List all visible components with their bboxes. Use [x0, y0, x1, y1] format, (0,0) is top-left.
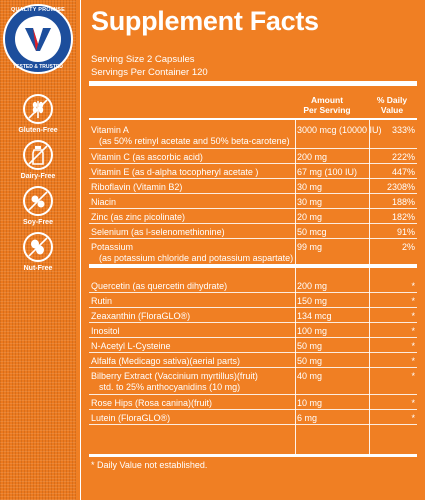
amount-per-serving: 67 mg (100 IU) [297, 167, 358, 177]
panel-title: Supplement Facts [91, 6, 319, 36]
amount-column-header: Amount Per Serving [303, 95, 351, 115]
daily-value-percent: * [411, 311, 415, 321]
badge-bottom-text: TESTED & TRUSTED [13, 64, 63, 70]
table-row [89, 166, 417, 179]
daily-value-percent: * [411, 341, 415, 351]
amount-per-serving: 40 mg [297, 371, 323, 381]
daily-value-percent: * [411, 281, 415, 291]
supplement-facts-panel [80, 0, 425, 500]
daily-value-percent: 188% [391, 197, 415, 207]
amount-per-serving: 20 mg [297, 212, 323, 222]
nutrient-source: std. to 25% anthocyanidins (10 mg) [99, 382, 241, 392]
table-row [89, 295, 417, 308]
table-row [89, 151, 417, 164]
nutrient-name: Selenium (as l-selenomethionine) [91, 227, 225, 237]
table-row [89, 370, 417, 395]
table-row [89, 181, 417, 194]
quality-promise-badge [3, 4, 73, 74]
amount-per-serving: 50 mcg [297, 227, 327, 237]
table-row [89, 196, 417, 209]
header-rule [89, 118, 417, 120]
table-row [89, 325, 417, 338]
amount-per-serving: 30 mg [297, 197, 323, 207]
thick-rule [89, 81, 417, 86]
nutrient-name: Rutin [91, 296, 113, 306]
nutrient-name: Potassium [91, 242, 134, 252]
nutrient-source: (as 50% retinyl acetate and 50% beta-carotene) [99, 136, 290, 146]
table-row [89, 355, 417, 368]
amount-per-serving: 6 mg [297, 413, 318, 423]
daily-value-percent: 333% [391, 125, 415, 135]
nutrient-name: Inositol [91, 326, 120, 336]
claim-label: Dairy-Free [20, 173, 56, 180]
nutrient-name: Vitamin A [91, 125, 129, 135]
daily-value-percent: * [411, 413, 415, 423]
daily-value-percent: 2% [401, 242, 415, 252]
daily-value-percent: 91% [396, 227, 415, 237]
daily-value-percent: * [411, 296, 415, 306]
amount-per-serving: 150 mg [297, 296, 328, 306]
nutrient-name: Alfalfa (Medicago sativa)(aerial parts) [91, 356, 241, 366]
amount-per-serving: 3000 mcg (10000 IU) [297, 125, 382, 135]
nutrient-name: N-Acetyl L-Cysteine [91, 341, 171, 351]
amount-per-serving: 134 mcg [297, 311, 332, 321]
amount-per-serving: 10 mg [297, 398, 323, 408]
claim-label: Gluten-Free [18, 127, 58, 134]
table-row [89, 397, 417, 410]
dv-column-header: % Daily Value [376, 95, 408, 115]
amount-per-serving: 50 mg [297, 356, 323, 366]
nutrient-name: Riboflavin (Vitamin B2) [91, 182, 183, 192]
daily-value-percent: 222% [391, 152, 415, 162]
nutrient-name: Vitamin C (as ascorbic acid) [91, 152, 203, 162]
daily-value-percent: 182% [391, 212, 415, 222]
daily-value-percent: 447% [391, 167, 415, 177]
table-row [89, 412, 417, 425]
badge-inner-circle [15, 16, 61, 62]
table-row [89, 226, 417, 239]
peanut-icon [23, 232, 53, 262]
table-row [89, 211, 417, 224]
claim-label: Nut-Free [23, 265, 53, 272]
amount-per-serving: 100 mg [297, 326, 328, 336]
nutrient-name: Rose Hips (Rosa canina)(fruit) [91, 398, 213, 408]
badge-top-text: QUALITY PROMISE [11, 7, 65, 13]
soy-free-claim [8, 186, 68, 226]
bottom-rule [89, 454, 417, 457]
nutrient-name: Bilberry Extract (Vaccinium myrtillus)(fruit) [91, 371, 258, 381]
nutrient-source: (as potassium chloride and potassium aspartate) [99, 253, 294, 263]
daily-value-percent: * [411, 356, 415, 366]
nutrient-name: Quercetin (as quercetin dihydrate) [91, 281, 228, 291]
amount-per-serving: 99 mg [297, 242, 323, 252]
table-row [89, 310, 417, 323]
wheat-icon [23, 94, 53, 124]
servings-per-container: Servings Per Container 120 [91, 67, 208, 78]
amount-per-serving: 50 mg [297, 341, 323, 351]
nutrient-name: Niacin [91, 197, 117, 207]
daily-value-percent: * [411, 398, 415, 408]
v-logo-icon [23, 24, 53, 54]
nutrient-name: Zinc (as zinc picolinate) [91, 212, 186, 222]
nutrient-name: Vitamin E (as d-alpha tocopheryl acetate ) [91, 167, 259, 177]
daily-value-percent: * [411, 326, 415, 336]
nutrient-name: Lutein (FloraGLO®) [91, 413, 171, 423]
table-row [89, 280, 417, 293]
daily-value-percent: 2308% [386, 182, 415, 192]
daily-value-percent: * [411, 371, 415, 381]
soybean-icon [23, 186, 53, 216]
amount-per-serving: 30 mg [297, 182, 323, 192]
table-row [89, 241, 417, 268]
milk-bottle-icon [23, 140, 53, 170]
table-row [89, 340, 417, 353]
amount-per-serving: 200 mg [297, 281, 328, 291]
dairy-free-claim [8, 140, 68, 180]
footnote: * Daily Value not established. [91, 460, 208, 470]
gluten-free-claim [8, 94, 68, 134]
nut-free-claim [8, 232, 68, 272]
table-row [89, 124, 417, 149]
claim-label: Soy-Free [23, 219, 53, 226]
serving-size: Serving Size 2 Capsules [91, 54, 195, 65]
amount-per-serving: 200 mg [297, 152, 328, 162]
nutrient-name: Zeaxanthin (FloraGLO®) [91, 311, 191, 321]
